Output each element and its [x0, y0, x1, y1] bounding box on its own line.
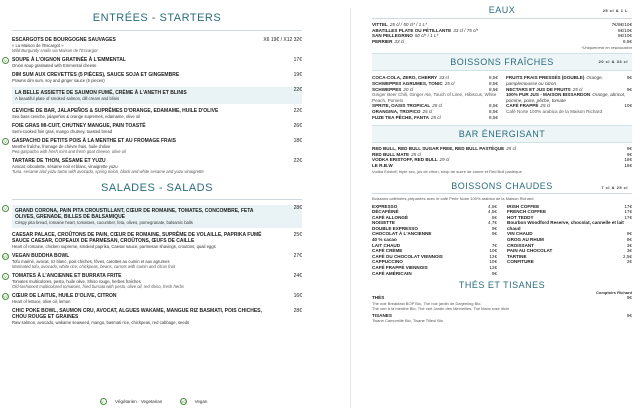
- drink-price: 3€: [626, 242, 632, 248]
- menu-item: [12, 87, 302, 104]
- drink-row: [506, 75, 632, 86]
- menu-item-name: GASPACHO DE PETITS POIS À LA MENTHE ET AU FROMAGE FRAIS: [12, 138, 176, 144]
- drink-detail: 50 cl* / 1 L*: [414, 33, 439, 39]
- drink-detail: 25 cl: [422, 108, 433, 114]
- salads-list: [3, 205, 302, 325]
- drink-name: ABATILLES PLATE OU PÉTILLANTE: [372, 27, 452, 33]
- menu-item-price: 17€: [293, 57, 302, 63]
- menu-item: [12, 108, 302, 119]
- drink-detail: 29 cl: [439, 157, 450, 163]
- drink-price: 10€: [624, 103, 632, 109]
- eaux-title-text: EAUX: [488, 5, 516, 15]
- menu-item-name: GRAND CORONA, PAIN PITA CROUSTILLANT, CŒUR DE ROMAINE, TOMATES, CONCOMBRE, FETA OLIVES, GRENADE, BILLES DE BALSAMIQUE: [15, 208, 254, 220]
- drink-name: SCHWEPPES AGRUMES, TONIC: [372, 80, 443, 86]
- drink-price: 9€: [626, 151, 632, 157]
- tisanes-price: 9€: [626, 312, 632, 318]
- drink-row: [372, 271, 497, 277]
- legend-vegan: [180, 398, 216, 405]
- vegetarian-icon: V: [2, 205, 9, 212]
- drink-detail: 33 cl: [439, 75, 449, 81]
- drink-price: 9€: [626, 75, 632, 81]
- drink-name: RED BULL MATE: [372, 151, 410, 157]
- starters-list: [4, 37, 302, 174]
- drink-name: PERRIER: [372, 38, 393, 44]
- menu-item-desc-en: Tuna, sesame and yuzu tartar with avocado, spring onion, black and white sesame and yuzu vinaigrette: [12, 169, 204, 174]
- menu-item-desc-en: Wild Burgundy snails via Maison de l'Escargot: [12, 48, 98, 53]
- starters-title: ENTRÉES - STARTERS: [92, 12, 222, 24]
- menu-item-desc: Avocat, ciboulette, sésame noir et blanc, vinaigrette yuzu: [12, 164, 118, 169]
- menu-item-price: 22€: [293, 87, 302, 93]
- drink-name: ORANGINA, TROPICO: [372, 108, 421, 114]
- drink-detail: Café Norte 100% arabica de la Maison Richard: [506, 108, 603, 114]
- menu-item-price: 16€: [293, 293, 302, 299]
- eaux-sub: 25 cl & 1 L: [602, 8, 628, 13]
- drink-name: DOUBLE EXPRESSO: [372, 225, 418, 231]
- drink-name-group: [372, 163, 393, 169]
- drink-detail: 25 cl: [506, 146, 516, 152]
- drink-row: [507, 259, 632, 265]
- chaudes-grid: [372, 204, 632, 277]
- fraiches-right: [506, 75, 632, 120]
- menu-item-desc: « La Maison de l'Escargot »: [12, 43, 64, 48]
- vegetarian-icon: V: [2, 138, 9, 145]
- drink-name-group: [372, 271, 412, 277]
- drink-detail: 33 cl: [394, 38, 405, 44]
- menu-item-name: ESCARGOTS DE BOURGOGNE SAUVAGES: [12, 37, 116, 43]
- menu-item-name: DIM SUM AUX CREVETTES (5 PIÈCES), SAUCE SOJA ET GINGEMBRE: [12, 72, 180, 78]
- menu-item-name: CAESAR PALACE, CROÛTONS DE PAIN, CŒUR DE ROMAINE, SUPRÊME DE VOLAILLE, PAPRIKA FUMÉ SAUCE CAESAR, COPEAUX DE PARMESAN, CROÛTONS, ŒUFS DE CAILLE: [12, 232, 262, 244]
- drink-detail: 25 cl: [572, 86, 583, 92]
- drink-name: NOISETTE: [372, 220, 395, 226]
- column-divider: [350, 8, 351, 408]
- menu-item-desc: Crispy pita bread, romaine heart, tomatoes, cucumber, feta, olives, pomegranate, balsamic balls: [15, 220, 193, 225]
- drink-price: 12€: [489, 253, 497, 259]
- menu-item-price: 19€: [293, 72, 302, 78]
- drink-price: 4,7€: [488, 220, 497, 226]
- thes-title: THÉS ET TISANES: [458, 280, 546, 291]
- drink-price: 8,5€: [489, 75, 498, 81]
- drink-name: CAFÉ CRÈME: [372, 248, 403, 254]
- drink-name: CONFITURE: [507, 259, 534, 265]
- fraiches-grid: [372, 75, 632, 120]
- menu-item-price: 27€: [293, 253, 302, 259]
- menu-item: [3, 293, 302, 304]
- menu-item-price: X6 19€ / X12 32€: [263, 37, 302, 43]
- eaux-title: [372, 4, 632, 18]
- menu-item-name: LA BELLE ASSIETTE DE SAUMON FUMÉ, CRÈME À L'ANETH ET BLINIS: [15, 90, 187, 96]
- legend-vegan-label: Vegan: [194, 399, 208, 404]
- menu-item: [4, 57, 302, 68]
- vegetarian-icon: V: [100, 398, 107, 405]
- drink-price: 8,5€: [489, 86, 498, 92]
- chaudes-left: [372, 204, 497, 277]
- drink-row: [507, 220, 632, 231]
- menu-item-price: 24€: [293, 273, 302, 279]
- drink-price: 10€: [489, 248, 497, 254]
- vegan-icon: VG: [3, 294, 9, 299]
- drink-name: LE R.B.W: [372, 162, 393, 168]
- drink-detail: 25 cl: [540, 103, 551, 109]
- menu-item-name: FOIE GRAS MI-CUIT, CHUTNEY MANGUE, PAIN TOASTÉ: [12, 123, 146, 129]
- menu-item: [3, 253, 302, 269]
- menu-item-name: CŒUR DE LAITUE, HUILE D'OLIVE, CITRON: [12, 293, 117, 299]
- drink-price: 7€/8€/10€: [611, 22, 632, 27]
- drink-name: SPRITE, OASIS TROPICAL: [372, 103, 431, 109]
- drink-price: 10€: [489, 259, 497, 265]
- drink-price: 2,5€: [623, 253, 632, 259]
- diet-legend: [100, 398, 223, 405]
- drink-name: CAFÉ OU CHOCOLAT VIENNOIS: [372, 253, 443, 259]
- drink-name: 40 % cacao: [372, 237, 397, 243]
- drink-row: [506, 109, 632, 115]
- drink-detail: 25 cl / 50 cl* / 1 L*: [389, 22, 427, 27]
- drink-price: 9€: [626, 237, 632, 243]
- fraiches-sub: 20 cl & 33 cl: [598, 59, 628, 65]
- chaudes-sub: 7 cl & 25 cl: [601, 184, 628, 190]
- drink-name-group: [506, 75, 627, 86]
- chaudes-right: [507, 204, 632, 277]
- drink-price: 9€: [626, 146, 632, 152]
- drink-price: 17€: [624, 214, 632, 220]
- drink-name-group: [372, 115, 441, 121]
- drink-price: 2€: [626, 259, 632, 265]
- drink-price: 3€: [626, 248, 632, 254]
- menu-item-name: CHIC POKE BOWL, SAUMON CRU, AVOCAT, ALGUES WAKAME, MANGUE RIZ BASMATI, POIS CHICHES, CHOU ROUGE ET GRAINES: [12, 308, 262, 320]
- menu-item-price: 22€: [293, 158, 302, 164]
- right-column: [372, 0, 632, 323]
- salads-title: SALADES - SALADS: [101, 182, 213, 194]
- left-column: [3, 0, 302, 329]
- drink-price: 8,5€: [489, 80, 498, 86]
- drink-name-group: [372, 39, 404, 45]
- drink-name: CHOCOLAT À L'ANCIENNE: [372, 231, 432, 237]
- drink-name: EXPRESSO: [372, 203, 398, 209]
- drink-name: CAFÉ FRAPPÉ VIENNOIS: [372, 265, 428, 271]
- menu-item-desc: Menthe fraîche, fromage de chèvre frais, huile d'olive: [12, 144, 111, 149]
- drink-detail: 25 cl: [432, 103, 442, 109]
- drink-name-group: [507, 220, 632, 231]
- drink-price: 5€: [491, 214, 497, 220]
- drink-detail: Orange, pamplemousse ou citron: [506, 75, 603, 86]
- menu-item-desc: Tomates multicolores, pesto, huile olive, Shiso rouge, herbes fraîches: [12, 279, 141, 284]
- eaux-note: *Uniquement en restauration: [581, 45, 632, 51]
- thes-desc-1: Thé noir Breakfast BOP Bio, Thé noir jardin de Darjeeling Bio,: [372, 300, 482, 306]
- legend-vegetarian: [100, 398, 170, 405]
- menu-item-name: VEGAN BUDDHA BOWL: [12, 253, 70, 259]
- chaudes-note: Boissons caféinées préparées avec le café Perle Noire 100% arabica de la Maison Richard: [372, 195, 534, 201]
- drink-price: 9€: [626, 86, 632, 92]
- menu-item-desc-en: Marinated tofu, avocado, white rice, chickpeas, beans, carrots with cumin and citrus fruit: [12, 264, 176, 269]
- energisant-note: Vodka Eristoff, triple sec, jus de citron, sirop de sucre de canne et Red Bull pastèque: [372, 168, 522, 174]
- menu-item-desc: Sea bass ceviche, jalapeños & orange supremes, edamame, olive oil: [12, 114, 141, 119]
- menu-item: [4, 205, 302, 228]
- drink-name: 100% PUR JUS - MAISON BISSARDON: [506, 92, 591, 98]
- drink-price: 8,5€: [489, 108, 498, 114]
- drink-name-group: [506, 92, 632, 103]
- drink-name: SAN PELLEGRINO: [372, 33, 413, 39]
- drink-name: CAFÉ ALLONGÉ: [372, 214, 409, 220]
- tisanes-desc: Tisane Camomille Bio, Tisane Tilleul Bio: [372, 318, 443, 324]
- menu-item: [12, 308, 302, 325]
- menu-item-price: 28€: [293, 308, 302, 314]
- drink-price: 8€/10€: [617, 33, 632, 39]
- drink-price: 18€: [624, 162, 632, 168]
- fraiches-title-text: BOISSONS FRAÎCHES: [450, 57, 554, 68]
- tisanes-name: TISANES: [372, 312, 392, 318]
- drink-name: LAIT CHAUD: [372, 242, 401, 248]
- drink-row: [372, 92, 498, 103]
- drink-detail: 33 cl / 75 cl*: [453, 27, 479, 33]
- drink-name: FUZE TEA PÊCHE, FANTA: [372, 114, 429, 120]
- menu-item-name: SOUPE À L'OIGNON GRATINÉE À L'EMMENTAL: [12, 57, 126, 63]
- legend-vegetarian-label: Végétarien · Vegetarian: [115, 399, 163, 404]
- menu-item: [4, 138, 302, 154]
- drink-name: HOT TEDDY: [507, 214, 534, 220]
- menu-item: [12, 37, 302, 53]
- menu-item-desc: Prawns dim sum, soy and ginger sauce (5 pieces): [12, 78, 105, 83]
- drink-name: GROG AU RHUM: [507, 237, 544, 243]
- energisant-list: [372, 146, 632, 168]
- thes-desc-2: Thé vert à la menthe Bio, Thé vert Jardin des Merveilles, Thé blanc rose litchi: [372, 305, 509, 311]
- drink-name: CROISSANT: [507, 242, 535, 248]
- chaudes-title: [372, 181, 632, 193]
- drink-name: COCA-COLA, ZERO, CHERRY: [372, 75, 438, 81]
- drink-price: 8€/10€: [617, 27, 632, 33]
- drink-name: RED BULL, RED BULL SUGAR FREE, RED BULL PASTÈQUE: [372, 146, 505, 152]
- drink-name: CAFÉ FRAPPÉ: [506, 103, 539, 109]
- drink-name: VITTEL: [372, 22, 388, 27]
- drink-row: [372, 39, 632, 45]
- drink-price: 8,5€: [489, 103, 498, 109]
- drink-name: CAFÉ AMÉRICAIN: [372, 270, 412, 276]
- drink-price: 9€: [491, 231, 497, 237]
- drink-name: FRUITS FRAIS PRESSÉS (DOUBLE): [506, 75, 585, 81]
- vegetarian-icon: V: [2, 57, 9, 64]
- drink-detail: 20 cl: [403, 86, 414, 92]
- menu-item: [12, 123, 302, 134]
- menu-item-desc: Tofu mariné, avocat, riz blanc, pois chiches, fèves, carottes au cumin et aux agrumes: [12, 259, 170, 264]
- drink-price: 9€: [626, 231, 632, 237]
- menu-item-desc-en: Pea gaspacho with fresh mint and fresh goat cheese, olive oil: [12, 149, 126, 154]
- drink-name: VODKA ERISTOFF, RED BULL: [372, 157, 438, 163]
- menu-item: [4, 273, 302, 289]
- chaudes-title-text: BOISSONS CHAUDES: [451, 180, 553, 191]
- thes-sub: Comptoirs Richard: [595, 290, 632, 296]
- menu-item-price: 22€: [293, 108, 302, 114]
- energisant-title: BAR ÉNERGISANT: [372, 125, 632, 143]
- drink-row: [372, 115, 498, 121]
- menu-item: [12, 72, 302, 83]
- drink-name: VIN CHAUD: [507, 231, 533, 237]
- drink-name: Bourbon Woodford Reserve, chocolat, cannelle et lait chaud: [507, 220, 624, 231]
- drink-name: CAPPUCCINO: [372, 259, 403, 265]
- drink-price: 18€: [624, 157, 632, 163]
- thes-name: THÉS: [372, 295, 385, 301]
- drink-name: DÉCAFÉINÉ: [372, 209, 399, 215]
- drink-price: 4,5€: [488, 203, 497, 209]
- drink-price: 17€: [624, 209, 632, 215]
- fraiches-left: [372, 75, 498, 120]
- menu-item-price: 25€: [293, 232, 302, 238]
- menu-item-desc: Onion soup gratinated with Emmental cheese: [12, 63, 97, 68]
- vegan-icon: VG: [3, 254, 9, 259]
- drink-price: 7€: [491, 242, 497, 248]
- menu-item: [12, 158, 302, 174]
- menu-item-desc: Heart of lettuce, olive oil, lemon: [12, 299, 71, 304]
- menu-item-price: 28€: [293, 205, 302, 211]
- drink-name-group: [506, 109, 602, 115]
- menu-item-desc: Raw salmon, avocado, wakame seaweed, mango, basmati rice, chickpeas, red cabbage, seeds: [12, 320, 190, 325]
- drink-name: SCHWEPPES: [372, 86, 402, 92]
- drink-price: 12€: [489, 265, 497, 271]
- menu-item-price: 18€: [293, 138, 302, 144]
- drink-detail: 25 cl: [444, 80, 455, 86]
- vegetarian-icon: V: [2, 273, 9, 280]
- drink-price: 8,5€: [489, 114, 498, 120]
- drink-price: 4,5€: [488, 209, 497, 215]
- drink-name-group: [507, 259, 534, 265]
- menu-item-desc: Heart of romaine, chicken supreme, smoked paprika, Caesar sauce, parmesan shavings, croutons, quail eggs: [12, 244, 216, 249]
- drink-price: 9€: [491, 225, 497, 231]
- drink-name: TARTINE: [507, 253, 527, 259]
- drink-detail: Orange, abricot, pomme, poire, pêche, tomate: [506, 92, 626, 103]
- drink-price: 17€: [624, 203, 632, 209]
- drink-name: NECTARS ET JUS DE FRUITS: [506, 86, 571, 92]
- drink-detail: 25 cl: [430, 114, 441, 120]
- menu-item-desc: A beautiful plate of smoked salmon, dill cream and blinis: [15, 96, 120, 101]
- drink-detail: 25 cl: [411, 151, 421, 157]
- drink-price: 8,5€: [623, 38, 632, 44]
- menu-item: [12, 232, 302, 249]
- drink-name-group: [372, 92, 498, 103]
- drink-name: IRISH COFFEE: [507, 203, 540, 209]
- menu-item-name: TARTARE DE THON, SÉSAME ET YUZU: [12, 158, 106, 164]
- drink-detail: Ginger Beer Chili, Ginger Ale, Touch of Lime, Hibiscus, White Peach, Pomelo: [372, 92, 497, 103]
- eaux-list: [372, 22, 632, 44]
- drink-name: PAIN AU CHOCOLAT: [507, 248, 553, 254]
- vegan-icon: VG: [180, 398, 187, 404]
- menu-item-name: CEVICHE DE BAR, JALAPEÑOS & SUPRÊMES D'ORANGE, EDAMAME, HUILE D'OLIVE: [12, 108, 219, 114]
- drink-name: FRENCH COFFEE: [507, 209, 547, 215]
- menu-item-desc-en: Old-fashioned multicolored tomatoes, fried burrata with pesto, olive oil, red shiso, fresh herbs: [12, 284, 185, 289]
- menu-item-desc: Semi-cooked foie gras, mango chutney, toasted bread: [12, 129, 113, 134]
- menu-item-price: 26€: [293, 123, 302, 129]
- thes-price: 9€: [626, 295, 632, 301]
- menu-item-name: TOMATES À L'ANCIENNE ET BURRATA FRITE: [12, 273, 122, 279]
- fraiches-title: [372, 53, 632, 71]
- drink-row: [506, 92, 632, 103]
- drink-price: 9€: [491, 270, 497, 276]
